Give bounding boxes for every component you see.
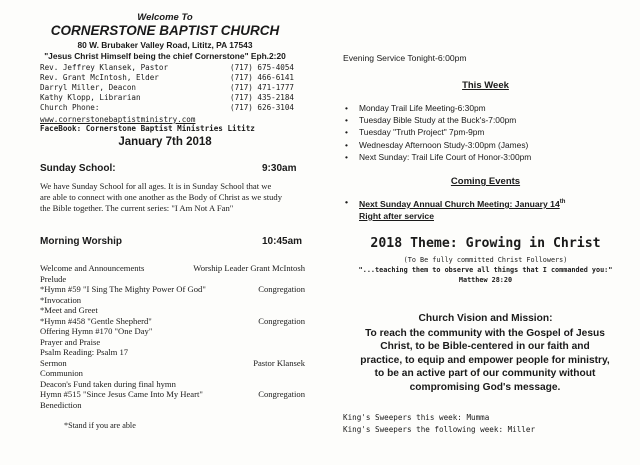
worship-item-name: Deacon's Fund taken during final hymn <box>40 378 176 389</box>
order-of-worship <box>40 263 305 413</box>
contact-name: Church Phone: <box>40 103 100 112</box>
list-item: • Wednesday Afternoon Study-3:00pm (James) <box>343 139 531 151</box>
worship-item <box>40 274 305 284</box>
worship-item <box>40 368 305 378</box>
worship-item-leader: Worship Leader Grant McIntosh <box>193 263 305 273</box>
website-link[interactable]: www.cornerstonebaptistministry.com <box>40 115 196 124</box>
worship-item <box>40 263 305 273</box>
theme-title: 2018 Theme: Growing in Christ <box>370 236 601 251</box>
worship-item-name: Communion <box>40 368 83 378</box>
list-item: • Tuesday Bible Study at the Buck's-7:00pm <box>343 114 531 126</box>
evening-service: Evening Service Tonight-6:00pm <box>343 53 467 63</box>
sweepers-this-week: King's Sweepers this week: Mumma <box>343 413 490 422</box>
vision-line: To reach the community with the Gospel of Jesus <box>365 328 605 339</box>
facebook-line[interactable]: FaceBook: Cornerstone Baptist Ministries Lititz <box>40 124 255 133</box>
contact-row <box>40 73 310 83</box>
stand-footnote: *Stand if you are able <box>64 421 136 430</box>
worship-item-leader: Congregation <box>258 315 305 326</box>
bullet-icon: • <box>345 197 349 207</box>
this-week-list <box>343 102 531 163</box>
contact-name: Darryl Miller, Deacon <box>40 83 137 92</box>
worship-item <box>40 400 305 410</box>
contact-phone: (717) 466-6141 <box>230 73 295 82</box>
contact-row <box>40 103 310 113</box>
worship-item-leader: Congregation <box>258 284 305 294</box>
worship-time: 10:45am <box>262 236 303 247</box>
list-item: • Monday Trail Life Meeting-6:30pm <box>343 102 531 114</box>
coming-event-item <box>343 196 565 222</box>
coming-event-sup: th <box>559 199 566 205</box>
description-line: are able to connect with one another as the Body of Christ as we study <box>40 192 282 202</box>
worship-item-name: Prelude <box>40 273 67 284</box>
contact-row <box>40 83 310 93</box>
coming-event-cont: Right after service <box>359 210 434 221</box>
theme-reference: Matthew 28:20 <box>458 276 513 284</box>
church-motto: "Jesus Christ Himself being the chief Cornerstone" Eph.2:20 <box>44 51 286 61</box>
contact-name: Rev. Grant McIntosh, Elder <box>40 73 159 82</box>
list-item: • Next Sunday: Trail Life Court of Honor-3:00pm <box>343 151 531 163</box>
vision-line: practice, to equip and empower people for ministry, <box>360 354 610 366</box>
worship-item <box>40 379 305 389</box>
worship-item <box>40 326 305 336</box>
worship-item-leader: Pastor Klansek <box>253 357 305 368</box>
worship-item <box>40 337 305 347</box>
contact-phone: (717) 435-2184 <box>230 93 295 102</box>
church-address: 80 W. Brubaker Valley Road, Lititz, PA 17543 <box>77 40 253 50</box>
worship-item <box>40 316 305 326</box>
worship-item-name: Benediction <box>40 399 82 410</box>
theme-subtitle: (To Be fully committed Christ Followers) <box>403 256 568 264</box>
worship-item-name: Sermon <box>40 357 67 368</box>
worship-item-name: Offering Hymn #170 "One Day" <box>40 326 153 336</box>
worship-item-name: *Meet and Greet <box>40 305 98 315</box>
worship-item-name: Psalm Reading: Psalm 17 <box>40 347 129 357</box>
contact-phone: (717) 626-3104 <box>230 103 295 112</box>
vision-statement <box>330 327 640 394</box>
worship-label: Morning Worship <box>40 236 123 247</box>
worship-item <box>40 305 305 315</box>
vision-line: Christ, to be Bible-centered in our faith and <box>380 341 590 353</box>
worship-item <box>40 295 305 305</box>
contact-row <box>40 93 310 103</box>
worship-item <box>40 358 305 368</box>
sunday-school-description <box>40 181 282 214</box>
worship-item <box>40 284 305 294</box>
worship-item-name: Prayer and Praise <box>40 336 101 347</box>
contact-name: Rev. Jeffrey Klansek, Pastor <box>40 63 169 72</box>
this-week-title: This Week <box>462 80 509 91</box>
worship-item-leader: Congregation <box>258 389 305 399</box>
worship-item-name: *Hymn #458 "Gentle Shepherd" <box>40 315 152 326</box>
sunday-school-label: Sunday School: <box>40 163 116 174</box>
worship-item-name: Welcome and Announcements <box>40 263 145 273</box>
welcome-heading: Welcome To <box>137 12 193 23</box>
worship-item <box>40 389 305 399</box>
church-name: CORNERSTONE BAPTIST CHURCH <box>50 23 280 38</box>
theme-verse: "...teaching them to observe all things that I commanded you:" <box>358 266 613 274</box>
list-item: • Tuesday "Truth Project" 7pm-9pm <box>343 126 531 138</box>
vision-title: Church Vision and Mission: <box>418 313 553 324</box>
contact-phone: (717) 471-1777 <box>230 83 295 92</box>
contact-list <box>40 63 310 115</box>
coming-events-title: Coming Events <box>450 176 521 187</box>
vision-line: to be an active part of our community without <box>374 368 596 380</box>
description-line: We have Sunday School for all ages. It is in Sunday School that we <box>40 181 272 191</box>
description-line: the Bible together. The current series: "I Am Not A Fan" <box>40 203 234 213</box>
contact-phone: (717) 675-4054 <box>230 63 295 72</box>
sunday-school-time: 9:30am <box>262 163 297 174</box>
worship-item <box>40 347 305 357</box>
contact-name: Kathy Klopp, Librarian <box>40 93 141 102</box>
bulletin-date: January 7th 2018 <box>118 136 212 148</box>
worship-item-name: *Hymn #59 "I Sing The Mighty Power Of God" <box>40 284 206 294</box>
vision-line: compromising God's message. <box>409 381 561 393</box>
worship-item-name: Hymn #515 "Since Jesus Came Into My Heart" <box>40 389 203 399</box>
coming-event-text: Next Sunday Annual Church Meeting: January 14 <box>359 198 560 209</box>
contact-row <box>40 63 310 73</box>
sweepers-next-week: King's Sweepers the following week: Miller <box>343 425 536 434</box>
worship-item-name: *Invocation <box>40 294 82 305</box>
